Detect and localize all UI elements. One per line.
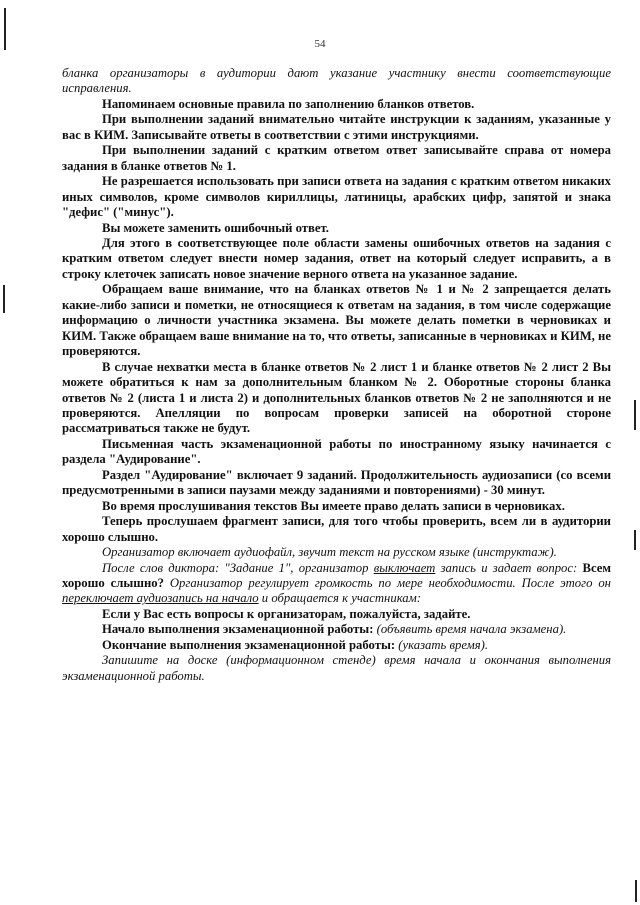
paragraph	[62, 499, 611, 514]
paragraph	[62, 221, 611, 236]
paragraph	[62, 360, 611, 437]
bold-text-run: При выполнении заданий с кратким ответом ответ записывайте справа от номера задания в бланке ответов № 1.	[62, 143, 611, 173]
bold-text-run: Окончание выполнения экзаменационной работы:	[102, 637, 396, 652]
paragraph	[62, 638, 611, 653]
paragraph	[62, 437, 611, 468]
page-number: 54	[314, 38, 326, 50]
italic-text-run: Организатор включает аудиофайл, звучит текст на русском языке (инструктаж).	[102, 545, 557, 560]
bold-text-run: Не разрешается использовать при записи ответа на задания с кратким ответом никаких иных символов, кроме символов кириллицы, латиницы, арабских цифр, запятой и знака "дефис" ("минус").	[62, 174, 611, 220]
paragraph	[62, 561, 611, 607]
bold-text-run: Если у Вас есть вопросы к организаторам, пожалуйста, задайте.	[102, 606, 471, 621]
underlined-italic-text-run: переключает аудиозапись на начало	[62, 591, 259, 606]
paragraph	[62, 468, 611, 499]
bold-text-run: Раздел "Аудирование" включает 9 заданий. Продолжительность аудиозаписи (со всеми предусмотренными в записи паузами между заданиями и повторениями) - 30 минут.	[62, 467, 611, 498]
bold-text-run: Для этого в соответствующее поле области замены ошибочных ответов на задания с кратким ответом следует внести номер задания, ответ на который следует исправить, а в строку клеточек записать новое значение верного ответа на указанное задание.	[62, 235, 611, 281]
paragraph	[62, 607, 611, 622]
scan-edge-mark	[634, 400, 636, 430]
paragraph	[62, 545, 611, 560]
bold-text-run: Напоминаем основные правила по заполнению бланков ответов.	[102, 96, 475, 111]
scan-edge-mark	[635, 880, 637, 902]
underlined-italic-text-run: выключает	[373, 560, 436, 575]
scan-edge-mark	[3, 285, 5, 313]
paragraph	[62, 653, 611, 684]
bold-text-run: В случае нехватки места в бланке ответов № 2 лист 1 и бланке ответов № 2 лист 2 Вы можете обратиться к нам за дополнительным бланком № 2. Оборотные стороны бланка ответов № 2 (листа 1 и листа 2) и дополнительных бланков ответов № 2 не заполняются и не проверяются. Апелляции по вопросам проверки записей на оборотной стороне рассматриваться также не будут.	[62, 359, 611, 436]
bold-text-run: Всем хорошо слышно?	[62, 560, 612, 590]
paragraph	[62, 174, 611, 220]
paragraph	[62, 282, 611, 359]
paragraph	[62, 143, 611, 174]
paragraph	[62, 514, 611, 545]
document-body	[62, 66, 611, 684]
italic-text-run: запись и задает вопрос:	[435, 560, 583, 575]
bold-text-run: Вы можете заменить ошибочный ответ.	[102, 220, 329, 235]
italic-text-run: После слов диктора: "Задание 1", организатор	[102, 560, 374, 575]
bold-text-run: Теперь прослушаем фрагмент записи, для того чтобы проверить, всем ли в аудитории хорошо слышно.	[62, 514, 611, 544]
bold-text-run: При выполнении заданий внимательно читайте инструкции к заданиям, указанные у вас в КИМ. Записывайте ответы в соответствии с этими инструкциями.	[62, 112, 611, 142]
paragraph	[62, 622, 611, 637]
paragraph	[62, 97, 611, 112]
paragraph	[62, 112, 611, 143]
italic-text-run: бланка организаторы в аудитории дают указание участнику внести соответствующие исправления.	[62, 66, 611, 96]
bold-text-run: Обращаем ваше внимание, что на бланках ответов № 1 и № 2 запрещается делать какие-либо записи и пометки, не относящиеся к ответам на задания, в том числе содержащие информацию о личности участника экзамена. Вы можете делать пометки в черновиках и КИМ. Также обращаем ваше внимание на то, что ответы, записанные в черновиках и КИМ, не проверяются.	[62, 282, 611, 359]
italic-text-run: Организатор регулирует громкость по мере необходимости. После этого он	[163, 575, 611, 590]
italic-text-run: и обращается к участникам:	[258, 591, 421, 606]
paragraph	[62, 236, 611, 282]
italic-text-run: (объявить время начала экзамена).	[373, 622, 567, 637]
italic-text-run: (указать время).	[395, 637, 489, 652]
bold-text-run: Во время прослушивания текстов Вы имеете право делать записи в черновиках.	[102, 498, 565, 513]
paragraph	[62, 66, 611, 97]
bold-text-run: Начало выполнения экзаменационной работы:	[102, 622, 374, 637]
bold-text-run: Письменная часть экзаменационной работы по иностранному языку начинается с раздела "Аудирование".	[62, 436, 611, 467]
scan-edge-mark	[634, 530, 636, 550]
italic-text-run: Запишите на доске (информационном стенде) время начала и окончания выполнения экзаменационной работы.	[62, 653, 611, 683]
